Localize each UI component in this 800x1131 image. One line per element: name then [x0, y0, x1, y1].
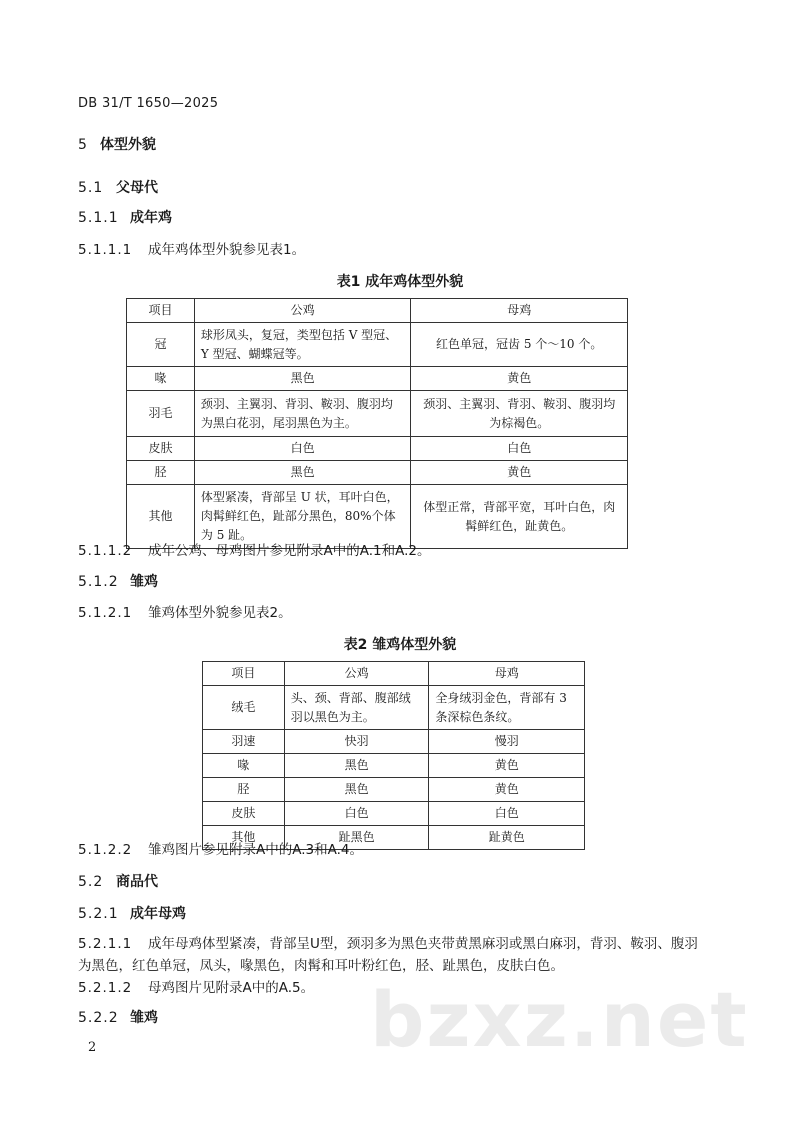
- table-cell: 全身绒羽金色，背部有 3 条深棕色条纹。: [429, 686, 585, 730]
- table-cell: 白色: [411, 437, 628, 461]
- heading-5-2-2: 5.2.2 雏鸡: [78, 1010, 158, 1026]
- table-cell: 白色: [429, 802, 585, 826]
- table-cell: 黄色: [429, 754, 585, 778]
- table-cell: 皮肤: [203, 802, 285, 826]
- table-cell: 喙: [203, 754, 285, 778]
- table-cell: 羽毛: [127, 391, 195, 437]
- clause-5-2-1-2: 5.2.1.2 母鸡图片见附录A中的A.5。: [78, 980, 315, 996]
- table-cell: 红色单冠，冠齿 5 个～10 个。: [411, 323, 628, 367]
- table-cell: 快羽: [284, 730, 429, 754]
- heading-5-1: 5.1 父母代: [78, 180, 158, 196]
- table-cell: 绒毛: [203, 686, 285, 730]
- standard-number: DB 31/T 1650—2025: [78, 96, 219, 111]
- table-cell: 黄色: [411, 367, 628, 391]
- table-cell: 黄色: [411, 461, 628, 485]
- table-cell: 球形凤头，复冠，类型包括 V 型冠、Y 型冠、蝴蝶冠等。: [194, 323, 411, 367]
- heading-5-1-2: 5.1.2 雏鸡: [78, 574, 158, 590]
- table-header: 项目: [203, 662, 285, 686]
- heading-5: 5 体型外貌: [78, 137, 156, 153]
- table-cell: 头、颈、背部、腹部绒羽以黑色为主。: [284, 686, 429, 730]
- table-header: 公鸡: [194, 299, 411, 323]
- clause-5-1-1-2: 5.1.1.2 成年公鸡、母鸡图片参见附录A中的A.1和A.2。: [78, 543, 431, 559]
- table-cell: 趾黄色: [429, 826, 585, 850]
- table-cell: 黑色: [194, 367, 411, 391]
- table-header: 项目: [127, 299, 195, 323]
- table-cell: 黑色: [284, 778, 429, 802]
- table-cell: 羽速: [203, 730, 285, 754]
- table2: [202, 661, 585, 850]
- table-cell: 皮肤: [127, 437, 195, 461]
- table-cell: 其他: [127, 485, 195, 549]
- table-cell: 黑色: [194, 461, 411, 485]
- table-cell: 颈羽、主翼羽、背羽、鞍羽、腹羽均为棕褐色。: [411, 391, 628, 437]
- table-cell: 颈羽、主翼羽、背羽、鞍羽、腹羽均为黑白花羽，尾羽黑色为主。: [194, 391, 411, 437]
- table-cell: 喙: [127, 367, 195, 391]
- table-cell: 胫: [127, 461, 195, 485]
- watermark: bzxz.net: [370, 975, 749, 1064]
- clause-5-1-2-1: 5.1.2.1 雏鸡体型外貌参见表2。: [78, 605, 292, 621]
- table-cell: 白色: [284, 802, 429, 826]
- table-header: 公鸡: [284, 662, 429, 686]
- clause-5-1-2-2: 5.1.2.2 雏鸡图片参见附录A中的A.3和A.4。: [78, 842, 363, 858]
- table-cell: 体型正常，背部平宽，耳叶白色，肉髯鲜红色，趾黄色。: [411, 485, 628, 549]
- table1: [126, 298, 628, 549]
- table-cell: 白色: [194, 437, 411, 461]
- clause-5-1-1-1: 5.1.1.1 成年鸡体型外貌参见表1。: [78, 242, 306, 258]
- heading-5-2-1: 5.2.1 成年母鸡: [78, 906, 186, 922]
- table-header: 母鸡: [429, 662, 585, 686]
- table-cell: 体型紧凑，背部呈 U 状，耳叶白色，肉髯鲜红色，趾部分黑色，80%个体为 5 趾。: [194, 485, 411, 549]
- table-cell: 慢羽: [429, 730, 585, 754]
- table-header: 母鸡: [411, 299, 628, 323]
- table-cell: 冠: [127, 323, 195, 367]
- table-cell: 胫: [203, 778, 285, 802]
- table-cell: 黑色: [284, 754, 429, 778]
- table-cell: 趾黑色: [284, 826, 429, 850]
- table2-caption: 表2 雏鸡体型外貌: [343, 637, 457, 653]
- table1-caption: 表1 成年鸡体型外貌: [336, 274, 464, 290]
- page-number: 2: [88, 1040, 97, 1055]
- heading-5-1-1: 5.1.1 成年鸡: [78, 210, 172, 226]
- heading-5-2: 5.2 商品代: [78, 874, 158, 890]
- clause-5-2-1-1: 5.2.1.1 成年母鸡体型紧凑，背部呈U型，颈羽多为黑色夹带黄黑麻羽或黑白麻羽，背羽、鞍羽、腹羽 为黑色，红色单冠，凤头，喙黑色，肉髯和耳叶粉红色，胫、趾黑色，皮肤白色。: [78, 936, 698, 974]
- table-cell: 黄色: [429, 778, 585, 802]
- table-cell: 其他: [203, 826, 285, 850]
